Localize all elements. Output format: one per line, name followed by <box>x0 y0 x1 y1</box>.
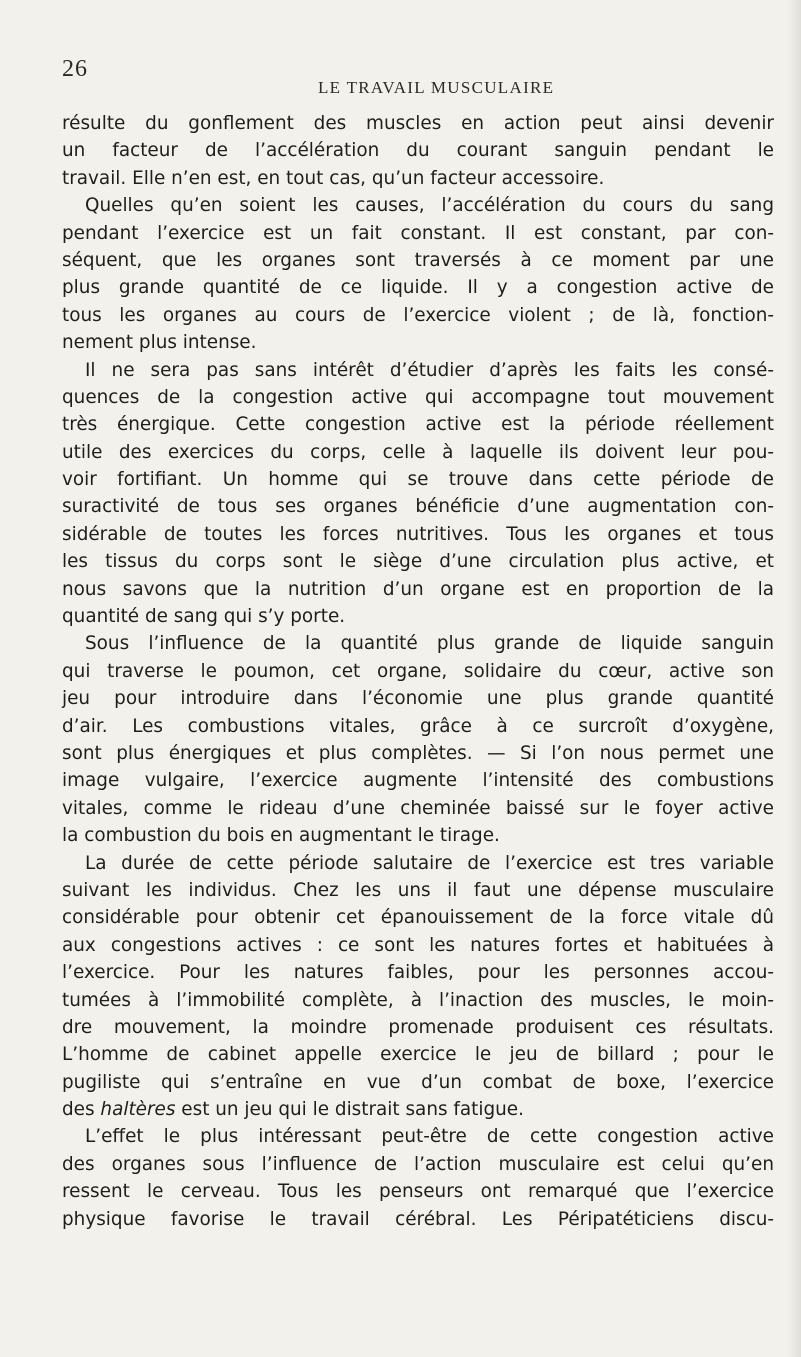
text-line: quences de la congestion active qui accompagne tout mouvement <box>62 386 774 408</box>
text-line: suractivité de tous ses organes bénéficie d’une augmentation con- <box>62 496 774 518</box>
text-line: travail. Elle n’en est, en tout cas, qu’un facteur accessoire. <box>62 167 605 189</box>
text-line: ressent le cerveau. Tous les penseurs ont remarqué que l’exercice <box>62 1181 774 1203</box>
page-edge-shadow <box>787 0 801 1357</box>
text-line: suivant les individus. Chez les uns il faut une dépense musculaire <box>62 879 774 901</box>
text-line: la combustion du bois en augmentant le tirage. <box>62 825 500 847</box>
text-line: physique favorise le travail cérébral. Les Péripatéticiens discu- <box>62 1208 774 1230</box>
paragraph-2 <box>62 192 774 356</box>
text-line: pugiliste qui s’entraîne en vue d’un combat de boxe, l’exercice <box>62 1071 774 1093</box>
text-line: utile des exercices du corps, celle à laquelle ils doivent leur pou- <box>62 441 774 463</box>
text-line: plus grande quantité de ce liquide. Il y a congestion active de <box>62 277 774 299</box>
text-line: L’effet le plus intéressant peut-être de cette congestion active <box>85 1126 774 1148</box>
text-line: résulte du gonflement des muscles en action peut ainsi devenir <box>62 113 774 134</box>
text-line: d’air. Les combustions vitales, grâce à ce surcroît d’oxygène, <box>62 715 774 737</box>
running-head: LE TRAVAIL MUSCULAIRE <box>318 78 555 97</box>
text-line: des haltères est un jeu qui le distrait sans fatigue. <box>62 1099 524 1121</box>
text-line: séquent, que les organes sont traversés à ce moment par une <box>62 249 774 271</box>
italic-term: haltères <box>100 1099 176 1121</box>
text-line: pendant l’exercice est un fait constant. Il est constant, par con- <box>62 222 774 244</box>
paragraph-1 <box>62 110 774 192</box>
text-line: vitales, comme le rideau d’une cheminée baissé sur le foyer active <box>62 797 774 819</box>
text-line: La durée de cette période salutaire de l’exercice est tres variable <box>85 852 774 874</box>
text-line: considérable pour obtenir cet épanouissement de la force vitale dû <box>62 907 774 929</box>
text-line: Quelles qu’en soient les causes, l’accélération du cours du sang <box>85 195 774 217</box>
text-line: aux congestions actives : ce sont les natures fortes et habituées à <box>62 934 774 956</box>
text-line: L’homme de cabinet appelle exercice le jeu de billard ; pour le <box>62 1044 774 1066</box>
text-line: tous les organes au cours de l’exercice violent ; de là, fonction- <box>62 304 774 326</box>
text-line: tumées à l’immobilité complète, à l’inaction des muscles, le moin- <box>62 989 774 1011</box>
text-line: Il ne sera pas sans intérêt d’étudier d’après les faits les consé- <box>85 359 774 381</box>
text-line: voir fortifiant. Un homme qui se trouve dans cette période de <box>62 469 774 491</box>
text-line: Sous l’influence de la quantité plus grande de liquide sanguin <box>85 633 774 655</box>
paragraph-4 <box>62 630 774 849</box>
body-text <box>62 110 774 1233</box>
text-line: image vulgaire, l’exercice augmente l’intensité des combustions <box>62 770 774 792</box>
text-line: l’exercice. Pour les natures faibles, pour les personnes accou- <box>62 962 774 984</box>
page-number: 26 <box>62 56 88 82</box>
paragraph-3 <box>62 357 774 631</box>
text-line: les tissus du corps sont le siège d’une circulation plus active, et <box>62 551 774 573</box>
paragraph-6 <box>62 1123 774 1233</box>
text-line: jeu pour introduire dans l’économie une plus grande quantité <box>62 688 774 710</box>
text-line: très énergique. Cette congestion active est la période réellement <box>62 414 774 436</box>
text-line: un facteur de l’accélération du courant sanguin pendant le <box>62 140 774 162</box>
page-header <box>62 56 774 96</box>
text-line: qui traverse le poumon, cet organe, solidaire du cœur, active son <box>62 660 774 682</box>
text-line: nement plus intense. <box>62 332 257 354</box>
paragraph-5 <box>62 850 774 1124</box>
text-line: sidérable de toutes les forces nutritives. Tous les organes et tous <box>62 523 774 545</box>
text-line: nous savons que la nutrition d’un organe est en proportion de la <box>62 578 774 600</box>
text-line: quantité de sang qui s’y porte. <box>62 606 346 628</box>
text-line: des organes sous l’influence de l’action musculaire est celui qu’en <box>62 1153 774 1175</box>
text-line: sont plus énergiques et plus complètes. — Si l’on nous permet une <box>62 742 774 764</box>
text-line: dre mouvement, la moindre promenade produisent ces résultats. <box>62 1016 774 1038</box>
